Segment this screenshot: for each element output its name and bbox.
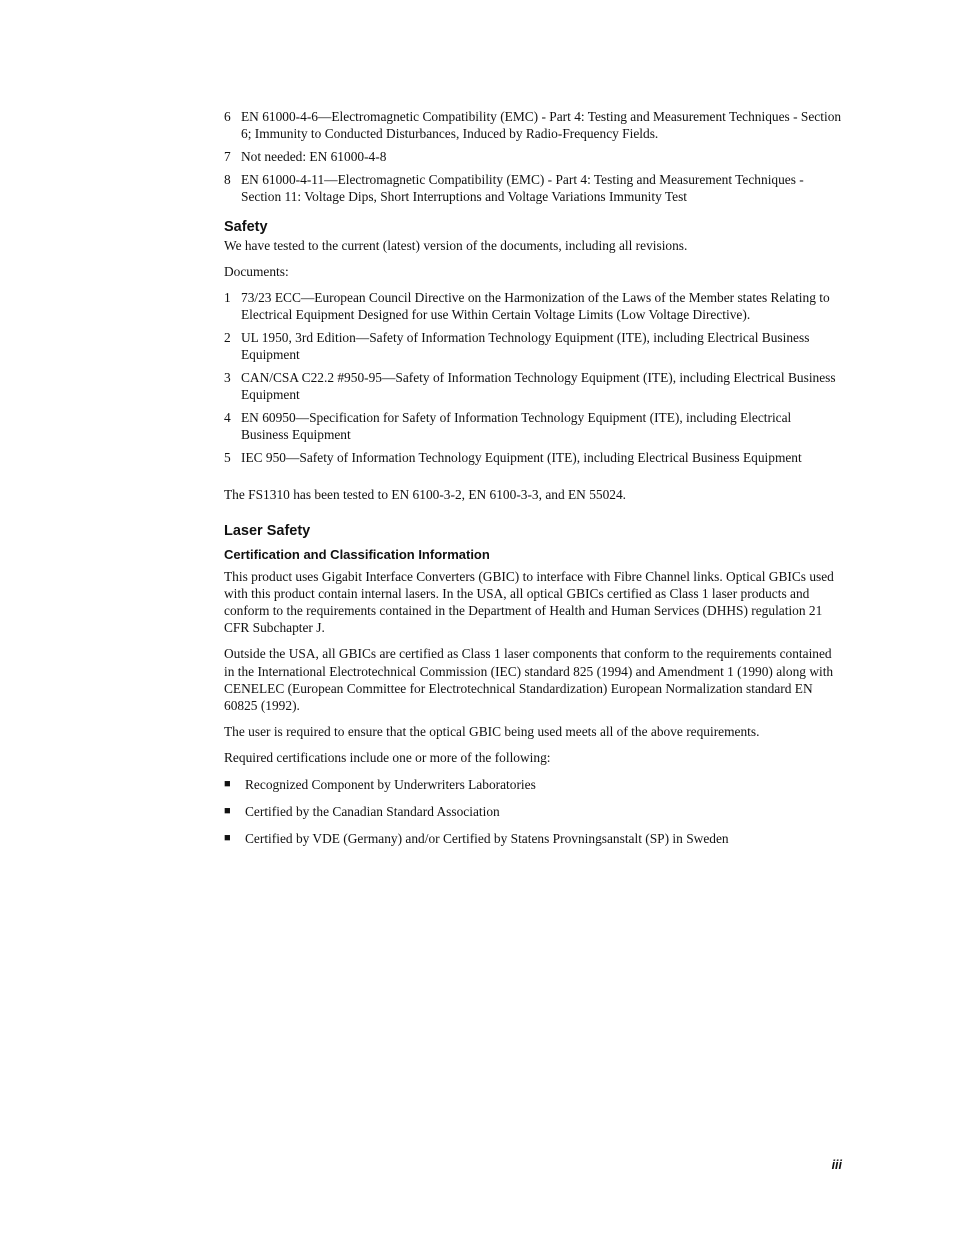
list-text: Not needed: EN 61000-4-8	[241, 149, 387, 164]
list-item	[224, 369, 842, 403]
list-number: 3	[224, 370, 231, 386]
emc-standards-list	[224, 108, 842, 205]
certifications-list	[224, 776, 842, 847]
bullet-icon: ■	[224, 777, 231, 790]
list-item	[224, 803, 842, 820]
safety-intro: We have tested to the current (latest) version of the documents, including all revisions.	[224, 238, 688, 253]
list-item	[224, 329, 842, 363]
list-item	[224, 108, 842, 142]
list-text: EN 61000-4-11—Electromagnetic Compatibility (EMC) - Part 4: Testing and Measurement Techniques - Section 11: Voltage Dips, Short Interruptions and Voltage Variations Immunity Test	[241, 172, 804, 204]
bullet-icon: ■	[224, 831, 231, 844]
laser-paragraph-4: Required certifications include one or more of the following:	[224, 750, 551, 766]
laser-paragraph-2: Outside the USA, all GBICs are certified as Class 1 laser components that conform to the requirements contained in the International Electrotechnical Commission (IEC) standard 825 (1994) and Amendment 1 (1990) along with CENELEC (European Committee for Electrotechnical Standardization) European Normalization standard EN 60825 (1992).	[224, 646, 834, 714]
list-text: IEC 950—Safety of Information Technology Equipment (ITE), including Electrical Business Equipment	[241, 450, 802, 466]
tested-note: The FS1310 has been tested to EN 6100-3-2, EN 6100-3-3, and EN 55024.	[224, 487, 627, 503]
document-page	[224, 108, 842, 857]
list-item	[224, 171, 842, 205]
list-text: 73/23 ECC—European Council Directive on the Harmonization of the Laws of the Member states Relating to Electrical Equipment Designed for use Within Certain Voltage Limits (Low Voltage Directive).	[241, 290, 830, 323]
laser-paragraph-1: This product uses Gigabit Interface Converters (GBIC) to interface with Fibre Channel links. Optical GBICs used with this product contain internal lasers. In the USA, all optical GBICs certified as Class 1 laser products and conform to the requirements contained in the Department of Health and Human Services (DHHS) regulation 21 CFR Subchapter J.	[224, 568, 834, 636]
safety-heading: Safety	[224, 219, 268, 235]
safety-documents-list	[224, 289, 842, 466]
list-item	[224, 776, 842, 793]
list-text: Certified by the Canadian Standard Association	[245, 803, 500, 819]
list-item	[224, 289, 842, 323]
list-item	[224, 409, 842, 443]
list-item	[224, 830, 842, 847]
laser-safety-heading: Laser Safety	[224, 522, 311, 539]
documents-label: Documents:	[224, 264, 289, 280]
list-number: 5	[224, 450, 231, 466]
list-text: UL 1950, 3rd Edition—Safety of Information Technology Equipment (ITE), including Electrical Business Equipment	[241, 330, 810, 363]
list-text: EN 60950—Specification for Safety of Information Technology Equipment (ITE), including Electrical Business Equipment	[241, 410, 792, 443]
list-item	[224, 148, 842, 165]
list-number: 8	[224, 172, 231, 187]
certification-subheading: Certification and Classification Information	[224, 546, 490, 562]
list-number: 2	[224, 330, 231, 346]
list-text: Recognized Component by Underwriters Laboratories	[245, 776, 536, 792]
list-number: 6	[224, 109, 231, 124]
page-number: iii	[831, 1158, 842, 1172]
list-item	[224, 449, 842, 466]
list-number: 4	[224, 410, 231, 426]
list-text: EN 61000-4-6—Electromagnetic Compatibility (EMC) - Part 4: Testing and Measurement Techniques - Section 6; Immunity to Conducted Disturbances, Induced by Radio-Frequency Fields.	[241, 109, 842, 141]
list-number: 1	[224, 290, 231, 306]
list-text: Certified by VDE (Germany) and/or Certified by Statens Provningsanstalt (SP) in Sweden	[245, 830, 729, 846]
list-number: 7	[224, 149, 231, 164]
bullet-icon: ■	[224, 804, 231, 817]
laser-paragraph-3: The user is required to ensure that the optical GBIC being used meets all of the above requirements.	[224, 724, 760, 740]
list-text: CAN/CSA C22.2 #950-95—Safety of Information Technology Equipment (ITE), including Electrical Business Equipment	[241, 370, 836, 403]
